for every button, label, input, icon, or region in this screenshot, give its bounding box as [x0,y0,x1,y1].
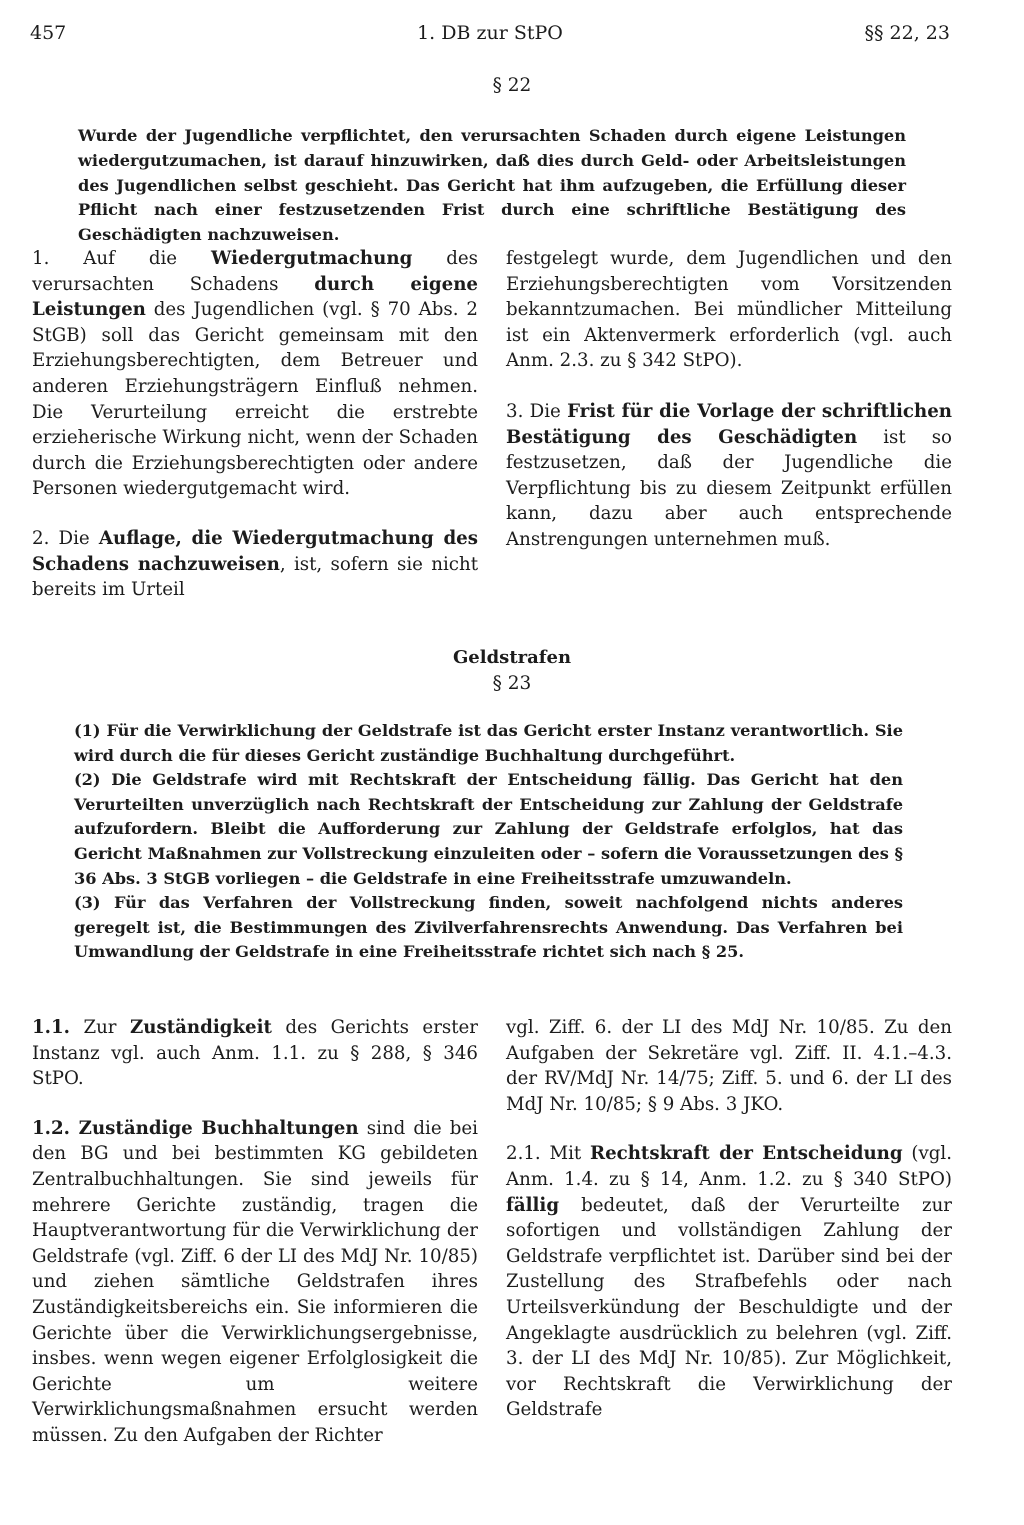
section-22-heading: § 22 [492,75,532,96]
page-header [30,22,950,50]
right-column-1 [506,246,952,553]
page-number: 457 [30,22,67,44]
annotation-3: 3. Die Frist für die Vorlage der schriftlichen Bestätigung des Geschädigten ist so festzusetzen, daß der Jugendliche die Verpflichtung bis zu diesem Zeitpunkt erfüllen kann, dazu aber auch entsprechende Anstrengungen unternehmen muß. [506,400,952,550]
annotation-1-2-continued: vgl. Ziff. 6. der LI des MdJ Nr. 10/85. Zu den Aufgaben der Sekretäre vgl. Ziff. II. 4.1.–4.3. der RV/MdJ Nr. 14/75; Ziff. 5. und 6. der LI des MdJ Nr. 10/85; § 9 Abs. 3 JKO. [506,1017,952,1115]
section-23-para-2: (2) Die Geldstrafe wird mit Rechtskraft der Entscheidung fällig. Das Gericht hat den Verurteilten unverzüglich nach Rechtskraft der Entscheidung zur Zahlung der Geldstrafe aufzufordern. Bleibt die Aufforderung zur Zahlung der Geldstrafe erfolglos, hat das Gericht Maßnahmen zur Vollstreckung einzuleiten oder – sofern die Voraussetzungen des § 36 Abs. 3 StGB vorliegen – die Geldstrafe in eine Freiheitsstrafe umzuwandeln. [74,770,903,888]
right-column-2 [506,1015,952,1423]
annotation-2-continued: festgelegt wurde, dem Jugendlichen und den Erziehungsberechtigten vom Vorsitzenden bekanntzumachen. Bei mündlicher Mitteilung ist ein Aktenvermerk erforderlich (vgl. auch Anm. 2.3. zu § 342 StPO). [506,248,952,372]
section-23-para-3: (3) Für das Verfahren der Vollstreckung finden, soweit nachfolgend nichts anderes geregelt ist, die Bestimmungen des Zivilverfahrensrechts Anwendung. Das Verfahren bei Umwandlung der Geldstrafe in eine Freiheitsstrafe richtet sich nach § 25. [74,893,903,962]
left-column-1 [32,246,478,603]
section-23-heading: § 23 [492,673,532,694]
left-column-2 [32,1015,478,1449]
section-22-text: Wurde der Jugendliche verpflichtet, den verursachten Schaden durch eigene Leistungen wiedergutzumachen, ist darauf hinzuwirken, daß dies durch Geld- oder Arbeitsleistungen des Jugendlichen selbst geschieht. Das Gericht hat ihm aufzugeben, die Erfüllung dieser Pflicht nach einer festzusetzenden Frist durch eine schriftliche Bestätigung des Geschädigten nachzuweisen. [78,126,906,245]
annotation-1: 1. Auf die Wiedergutmachung des verursachten Schadens durch eigene Leistungen des Jugendlichen (vgl. § 70 Abs. 2 StGB) soll das Gericht gemeinsam mit den Erziehungsberechtigten, dem Betreuer und anderen Erziehungsträgern Einfluß nehmen. Die Verurteilung erreicht die erstrebte erzieherische Wirkung nicht, wenn der Schaden durch die Erziehungsberechtigten oder andere Personen wiedergutgemacht wird. [32,248,479,500]
section-23-text [74,719,903,965]
annotation-1-2: 1.2. Zuständige Buchhaltungen sind die bei den BG und bei bestimmten KG gebildeten Zentralbuchhaltungen. Sie sind jeweils für mehrere Gerichte zuständig, tragen die Hauptverantwortung für die Verwirklichung der Geldstrafe (vgl. Ziff. 6 der LI des MdJ Nr. 10/85) und ziehen sämtliche Geldstrafen ihres Zuständigkeitsbereichs ein. Sie informieren die Gerichte über die Verwirklichungsergebnisse, insbes. wenn wegen eigener Erfolglosigkeit die Gerichte um weitere Verwirklichungsmaßnahmen ersucht werden müssen. Zu den Aufgaben der Richter [32,1117,478,1446]
annotation-1-1: 1.1. Zur Zuständigkeit des Gerichts erster Instanz vgl. auch Anm. 1.1. zu § 288, § 346 StPO. [32,1017,478,1090]
section-23-para-1: (1) Für die Verwirklichung der Geldstrafe ist das Gericht erster Instanz verantwortlich. Sie wird durch die für dieses Gericht zuständige Buchhaltung durchgeführt. [74,721,903,765]
annotation-2: 2. Die Auflage, die Wiedergutmachung des Schadens nachzuweisen, ist, sofern sie nicht bereits im Urteil [32,527,478,601]
running-title: 1. DB zur StPO [417,22,563,44]
section-range: §§ 22, 23 [864,22,950,44]
geldstrafen-title: Geldstrafen [452,647,572,668]
annotation-2-1: 2.1. Mit Rechtskraft der Entscheidung (vgl. Anm. 1.4. zu § 14, Anm. 1.2. zu § 340 StPO) fällig bedeutet, daß der Verurteilte zur sofortigen und vollständigen Zahlung der Geldstrafe verpflichtet ist. Darüber sind bei der Zustellung des Strafbefehls oder nach Urteilsverkündung der Beschuldigte und der Angeklagte ausdrücklich zu belehren (vgl. Ziff. 3. der LI des MdJ Nr. 10/85). Zur Möglichkeit, vor Rechtskraft die Verwirklichung der Geldstrafe [506,1143,952,1421]
